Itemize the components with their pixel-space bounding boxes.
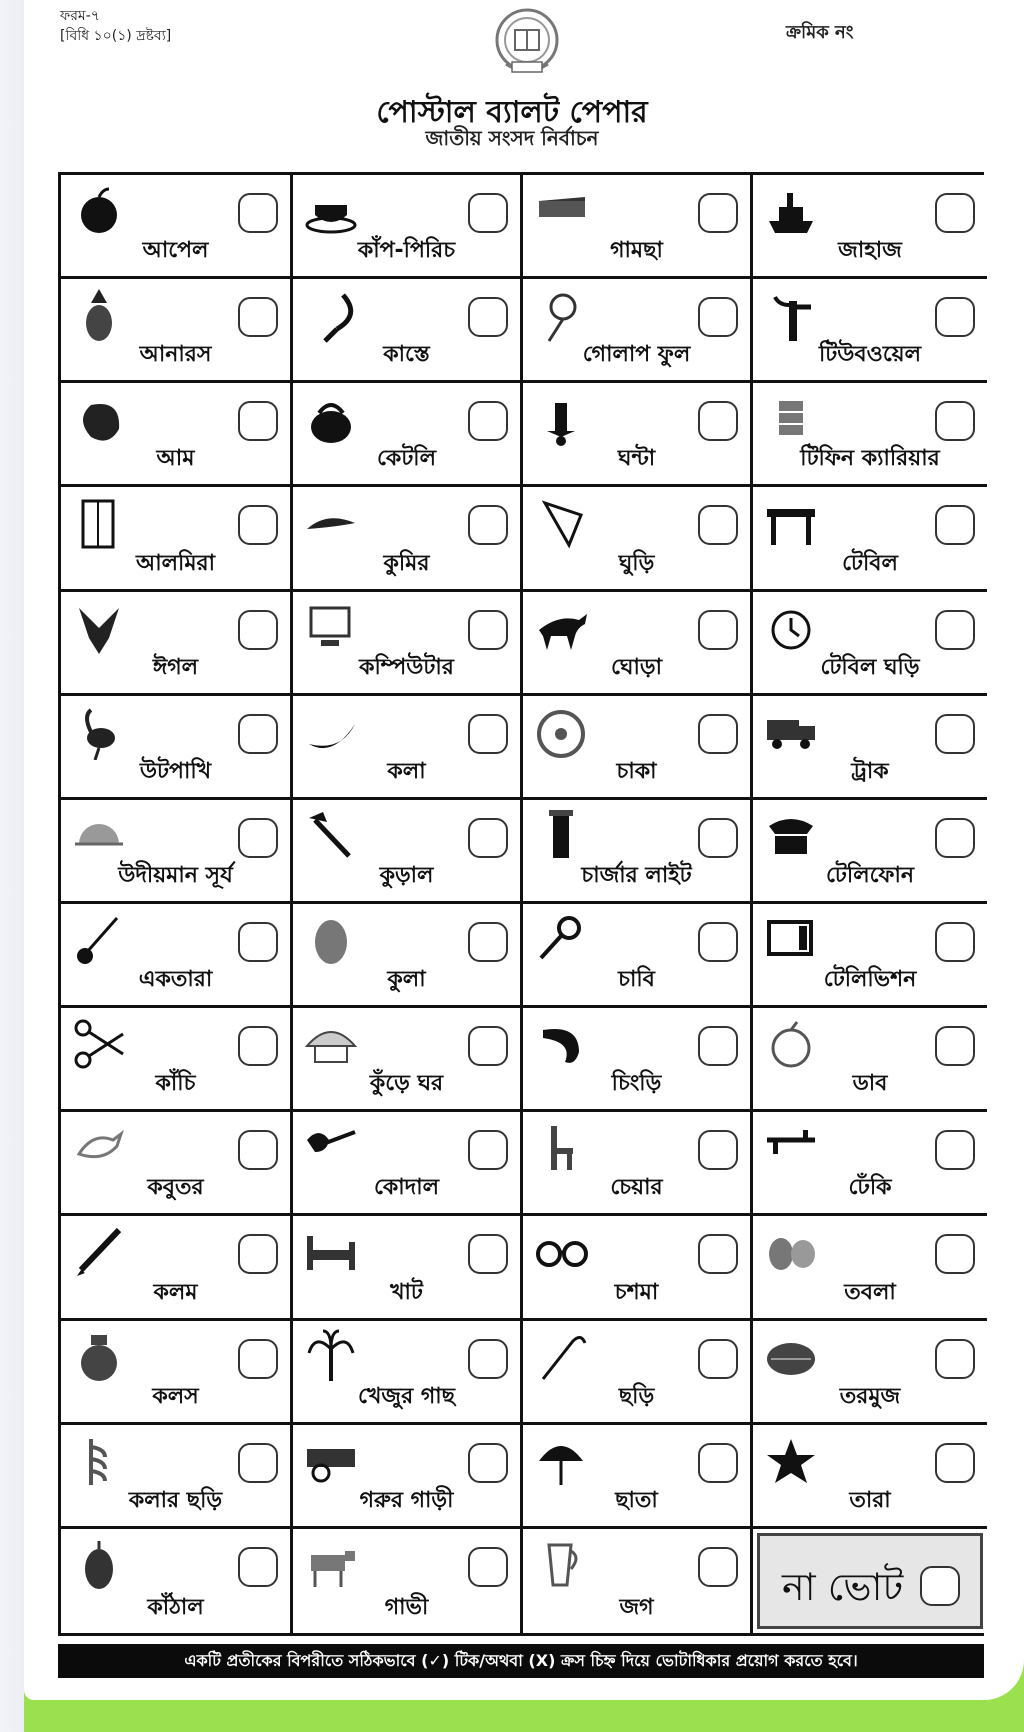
vote-checkbox[interactable]	[468, 922, 508, 962]
symbol-name: চশমা	[614, 1279, 659, 1305]
almirah-icon	[71, 495, 127, 551]
symbol-cell	[293, 1529, 523, 1633]
hut-icon	[303, 1016, 359, 1072]
charger-light-icon	[533, 808, 589, 864]
mango-icon	[71, 391, 127, 447]
vote-checkbox[interactable]	[698, 1339, 738, 1379]
vote-checkbox[interactable]	[935, 1130, 975, 1170]
vote-checkbox[interactable]	[468, 505, 508, 545]
crocodile-icon	[303, 495, 359, 551]
symbol-name: আনারস	[139, 342, 212, 368]
symbol-cell	[753, 279, 987, 383]
table-icon	[763, 495, 819, 551]
app-frame-left	[0, 0, 24, 1732]
horse-icon	[533, 600, 589, 656]
symbol-cell	[523, 383, 753, 487]
vote-checkbox[interactable]	[935, 922, 975, 962]
vote-checkbox[interactable]	[468, 1026, 508, 1066]
symbol-cell	[523, 1112, 753, 1216]
tubewell-icon	[763, 287, 819, 343]
bell-icon	[533, 391, 589, 447]
vote-checkbox[interactable]	[698, 1130, 738, 1170]
serial-number-label: ক্রমিক নং	[786, 22, 854, 43]
symbol-cell	[523, 279, 753, 383]
vote-checkbox[interactable]	[238, 1026, 278, 1066]
axe-icon	[303, 808, 359, 864]
green-coconut-icon	[763, 1016, 819, 1072]
vote-checkbox[interactable]	[238, 610, 278, 650]
ballot-title: পোস্টাল ব্যালট পেপার	[376, 95, 648, 130]
symbol-cell	[523, 1529, 753, 1633]
vote-checkbox[interactable]	[935, 1026, 975, 1066]
vote-checkbox[interactable]	[468, 818, 508, 858]
symbol-cell	[293, 1321, 523, 1425]
symbol-name: ঘুড়ি	[618, 550, 655, 576]
symbol-cell	[753, 487, 987, 591]
symbol-cell	[753, 800, 987, 904]
bed-icon	[303, 1224, 359, 1280]
wheel-icon	[533, 704, 589, 760]
vote-checkbox[interactable]	[935, 1339, 975, 1379]
symbol-cell	[753, 1008, 987, 1112]
symbol-name: তারা	[849, 1487, 891, 1513]
no-vote-label: না ভোট	[782, 1564, 904, 1609]
vote-checkbox[interactable]	[935, 297, 975, 337]
television-icon	[763, 912, 819, 968]
vote-checkbox[interactable]	[468, 1547, 508, 1587]
vote-checkbox[interactable]	[935, 610, 975, 650]
symbol-name: কেটলি	[377, 446, 436, 472]
symbol-cell	[753, 383, 987, 487]
vote-checkbox[interactable]	[935, 401, 975, 441]
chair-icon	[533, 1120, 589, 1176]
symbol-cell	[61, 800, 293, 904]
vote-checkbox[interactable]	[468, 714, 508, 754]
symbol-name: কাঁঠাল	[147, 1595, 204, 1620]
vote-checkbox[interactable]	[468, 401, 508, 441]
symbol-name: চেয়ার	[610, 1175, 663, 1201]
vote-checkbox[interactable]	[238, 714, 278, 754]
symbol-name: কাস্তে	[383, 342, 430, 368]
symbol-name: কবুতর	[147, 1175, 204, 1201]
sickle-icon	[303, 287, 359, 343]
vote-checkbox[interactable]	[935, 818, 975, 858]
vote-checkbox[interactable]	[238, 818, 278, 858]
symbol-name: কাঁচি	[155, 1071, 196, 1097]
symbol-name: চাবি	[618, 967, 655, 993]
symbol-cell	[61, 279, 293, 383]
vote-checkbox[interactable]	[238, 297, 278, 337]
tiffin-carrier-icon	[763, 391, 819, 447]
symbol-name: কুঁড়ে ঘর	[369, 1071, 444, 1097]
symbol-cell	[293, 800, 523, 904]
symbol-name: টেলিভিশন	[823, 967, 917, 993]
symbol-cell	[523, 1425, 753, 1529]
apple-icon	[71, 183, 127, 239]
vote-checkbox[interactable]	[698, 297, 738, 337]
vote-checkbox[interactable]	[698, 401, 738, 441]
vote-checkbox[interactable]	[698, 818, 738, 858]
dheki-icon	[763, 1120, 819, 1176]
symbol-name: উদীয়মান সূর্য	[118, 863, 233, 888]
symbol-cell	[293, 592, 523, 696]
symbol-name: কুমির	[383, 550, 430, 576]
truck-icon	[763, 704, 819, 760]
symbol-cell	[293, 383, 523, 487]
no-vote-checkbox[interactable]	[920, 1566, 960, 1606]
symbol-name: কুলা	[387, 967, 426, 993]
symbol-cell	[61, 383, 293, 487]
computer-icon	[303, 600, 359, 656]
symbol-cell	[61, 696, 293, 800]
pineapple-icon	[71, 287, 127, 343]
rose-icon	[533, 287, 589, 343]
symbol-cell	[753, 592, 987, 696]
pen-icon	[71, 1224, 127, 1280]
banana-bunch-icon	[71, 1433, 127, 1489]
banana-icon	[303, 704, 359, 760]
vote-checkbox[interactable]	[238, 505, 278, 545]
symbol-cell	[61, 592, 293, 696]
umbrella-icon	[533, 1433, 589, 1489]
symbol-name: কোদাল	[373, 1175, 440, 1201]
symbol-cell	[293, 1008, 523, 1112]
symbol-name: ঈগল	[152, 654, 199, 680]
symbol-name: চিংড়ি	[611, 1071, 662, 1097]
symbol-cell	[523, 696, 753, 800]
symbol-cell	[293, 1425, 523, 1529]
scissors-icon	[71, 1016, 127, 1072]
date-palm-icon	[303, 1329, 359, 1385]
gamchha-icon	[533, 183, 589, 239]
no-vote-cell	[753, 1529, 987, 1633]
symbol-cell	[293, 487, 523, 591]
symbol-name: গরুর গাড়ী	[359, 1487, 454, 1513]
vote-checkbox[interactable]	[935, 714, 975, 754]
symbol-cell	[293, 1112, 523, 1216]
symbol-name: কলার ছড়ি	[128, 1487, 223, 1513]
rising-sun-icon	[71, 808, 127, 864]
symbol-name: টেবিল	[842, 550, 898, 576]
symbol-cell	[753, 1112, 987, 1216]
symbol-cell	[61, 1529, 293, 1633]
walking-stick-icon	[533, 1329, 589, 1385]
symbol-name: ডাব	[852, 1071, 888, 1097]
kite-icon	[533, 495, 589, 551]
symbol-cell	[61, 487, 293, 591]
vote-checkbox[interactable]	[698, 505, 738, 545]
symbol-cell	[61, 1216, 293, 1320]
symbol-cell	[523, 1216, 753, 1320]
symbol-cell	[61, 175, 293, 279]
symbol-name: গাভী	[384, 1595, 429, 1620]
cup-saucer-icon	[303, 183, 359, 239]
vote-checkbox[interactable]	[468, 297, 508, 337]
symbol-cell	[293, 279, 523, 383]
symbol-name: ছাতা	[615, 1487, 658, 1513]
symbol-cell	[523, 175, 753, 279]
vote-checkbox[interactable]	[238, 1339, 278, 1379]
symbol-cell	[61, 1425, 293, 1529]
symbol-cell	[753, 1321, 987, 1425]
cow-icon	[303, 1537, 359, 1593]
form-no-text: ফরম-৭	[60, 8, 100, 24]
symbol-grid	[58, 172, 984, 1636]
symbol-name: আম	[156, 446, 195, 472]
vote-checkbox[interactable]	[468, 193, 508, 233]
key-icon	[533, 912, 589, 968]
symbol-cell	[61, 904, 293, 1008]
symbol-name: খেজুর গাছ	[358, 1383, 455, 1409]
vote-checkbox[interactable]	[698, 610, 738, 650]
symbol-name: ছড়ি	[618, 1383, 655, 1409]
vote-checkbox[interactable]	[238, 401, 278, 441]
voting-instruction: একটি প্রতীকের বিপরীতে সঠিকভাবে (✓) টিক/অথবা (X) ক্রস চিহ্ন দিয়ে ভোটাধিকার প্রয়োগ করতে হবে।	[58, 1644, 984, 1678]
vote-checkbox[interactable]	[468, 1130, 508, 1170]
vote-checkbox[interactable]	[935, 1443, 975, 1483]
symbol-cell	[61, 1112, 293, 1216]
table-clock-icon	[763, 600, 819, 656]
vote-checkbox[interactable]	[698, 193, 738, 233]
symbol-name: খাট	[390, 1279, 423, 1305]
symbol-name: উটপাখি	[139, 758, 212, 784]
symbol-cell	[293, 904, 523, 1008]
symbol-name: ঘন্টা	[617, 446, 656, 472]
symbol-name: কলম	[153, 1279, 198, 1305]
symbol-cell	[293, 696, 523, 800]
election-commission-seal-icon	[488, 2, 566, 80]
symbol-cell	[293, 1216, 523, 1320]
vote-checkbox[interactable]	[238, 922, 278, 962]
rule-reference: [বিধি ১০(১) দ্রষ্টব্য]	[60, 28, 172, 44]
symbol-name: তরমুজ	[839, 1383, 901, 1409]
symbol-cell	[753, 175, 987, 279]
vote-checkbox[interactable]	[468, 1443, 508, 1483]
vote-checkbox[interactable]	[468, 610, 508, 650]
vote-checkbox[interactable]	[238, 1443, 278, 1483]
symbol-cell	[523, 487, 753, 591]
watermelon-icon	[763, 1329, 819, 1385]
symbol-name: জগ	[619, 1595, 654, 1620]
vote-checkbox[interactable]	[935, 193, 975, 233]
symbol-cell	[523, 1321, 753, 1425]
vote-checkbox[interactable]	[238, 1234, 278, 1274]
kettle-icon	[303, 391, 359, 447]
symbol-name: কাঁপ-পিরিচ	[357, 238, 456, 264]
form-number	[60, 6, 171, 46]
vote-checkbox[interactable]	[698, 1234, 738, 1274]
spade-icon	[303, 1120, 359, 1176]
symbol-cell	[523, 800, 753, 904]
symbol-cell	[753, 1216, 987, 1320]
vote-checkbox[interactable]	[468, 1339, 508, 1379]
vote-checkbox[interactable]	[698, 1547, 738, 1587]
symbol-name: টেবিল ঘড়ি	[820, 654, 920, 680]
symbol-name: টিফিন ক্যারিয়ার	[800, 446, 940, 472]
symbol-name: ঘোড়া	[611, 654, 662, 680]
symbol-name: গামছা	[610, 238, 663, 264]
symbol-name: ট্রাক	[851, 758, 889, 784]
symbol-name: ঢেঁকি	[848, 1175, 892, 1201]
symbol-name: কলা	[387, 758, 426, 784]
vote-checkbox[interactable]	[468, 1234, 508, 1274]
vote-checkbox[interactable]	[935, 505, 975, 545]
symbol-cell	[523, 592, 753, 696]
vote-checkbox[interactable]	[238, 1547, 278, 1587]
symbol-name: আপেল	[142, 238, 209, 264]
ektara-icon	[71, 912, 127, 968]
jackfruit-icon	[71, 1537, 127, 1593]
telephone-icon	[763, 808, 819, 864]
ostrich-icon	[71, 704, 127, 760]
symbol-name: টেলিফোন	[825, 863, 915, 888]
symbol-cell	[753, 904, 987, 1008]
shrimp-icon	[533, 1016, 589, 1072]
tabla-icon	[763, 1224, 819, 1280]
symbol-cell	[293, 175, 523, 279]
no-vote-box	[757, 1533, 983, 1629]
vote-checkbox[interactable]	[698, 1026, 738, 1066]
vote-checkbox[interactable]	[698, 1443, 738, 1483]
symbol-name: কলস	[152, 1383, 199, 1409]
pitcher-icon	[71, 1329, 127, 1385]
symbol-name: একতারা	[138, 967, 213, 993]
star-icon	[763, 1433, 819, 1489]
symbol-cell	[523, 1008, 753, 1112]
bullock-cart-icon	[303, 1433, 359, 1489]
symbol-name: চার্জার লাইট	[581, 863, 692, 888]
symbol-cell	[61, 1321, 293, 1425]
ship-icon	[763, 183, 819, 239]
symbol-name: টিউবওয়েল	[818, 342, 922, 368]
symbol-name: আলমিরা	[135, 550, 216, 576]
symbol-name: চাকা	[616, 758, 657, 784]
vote-checkbox[interactable]	[238, 1130, 278, 1170]
vote-checkbox[interactable]	[238, 193, 278, 233]
spectacles-icon	[533, 1224, 589, 1280]
symbol-cell	[753, 1425, 987, 1529]
vote-checkbox[interactable]	[935, 1234, 975, 1274]
symbol-name: গোলাপ ফুল	[582, 342, 691, 368]
symbol-name: তবলা	[844, 1279, 896, 1305]
eagle-icon	[71, 600, 127, 656]
symbol-cell	[61, 1008, 293, 1112]
symbol-cell	[523, 904, 753, 1008]
kula-icon	[303, 912, 359, 968]
symbol-name: কম্পিউটার	[359, 654, 454, 680]
symbol-name: জাহাজ	[838, 238, 902, 264]
symbol-name: কুড়াল	[379, 863, 434, 888]
ballot-subtitle: জাতীয় সংসদ নির্বাচন	[425, 126, 599, 150]
pigeon-icon	[71, 1120, 127, 1176]
jug-icon	[533, 1537, 589, 1593]
vote-checkbox[interactable]	[698, 714, 738, 754]
vote-checkbox[interactable]	[698, 922, 738, 962]
symbol-cell	[753, 696, 987, 800]
